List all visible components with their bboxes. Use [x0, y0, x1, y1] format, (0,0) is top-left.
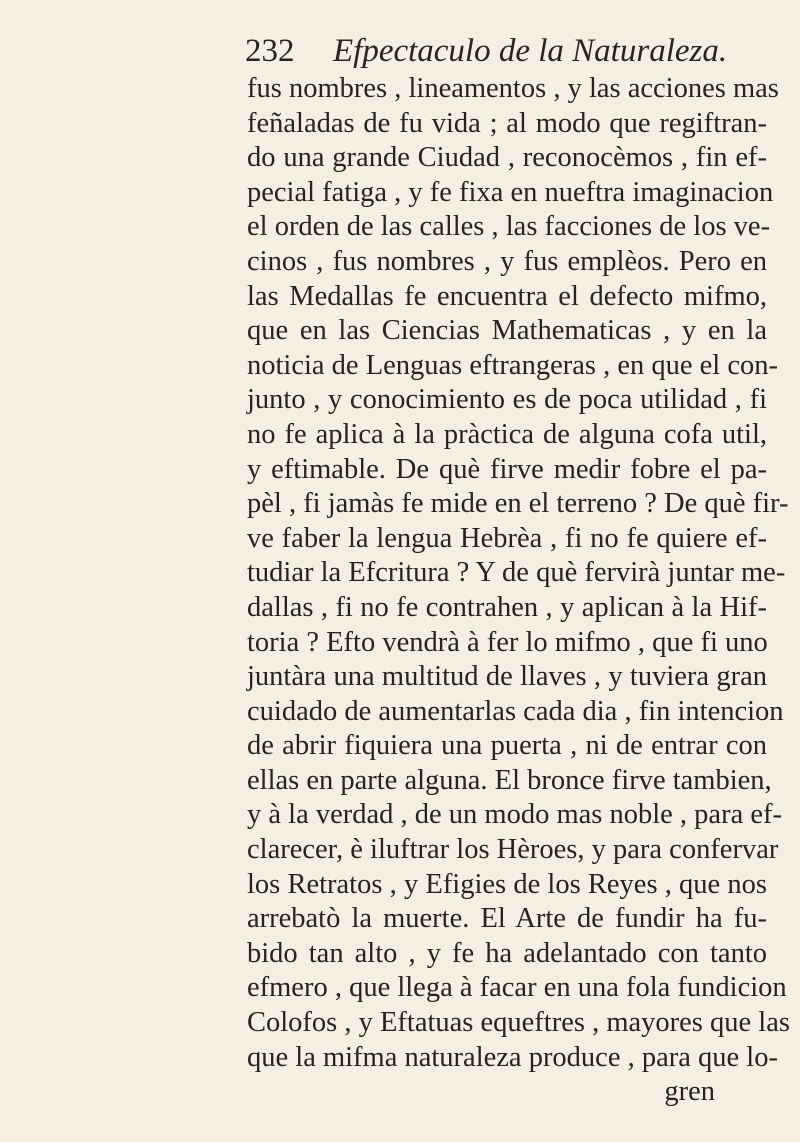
text-line: Colofos , y Eftatuas equeftres , mayores que las	[247, 1007, 790, 1039]
text-line: toria ? Efto vendrà à fer lo mifmo , que fi uno	[247, 626, 768, 658]
text-line: fus nombres , lineamentos , y las acciones mas	[247, 73, 779, 104]
text-line: las Medallas fe encuentra el defecto mifmo,	[247, 280, 767, 312]
text-line: los Retratos , y Efigies de los Reyes , que nos	[247, 868, 767, 900]
text-line: cinos , fus nombres , y fus emplèos. Pero en	[247, 245, 767, 277]
text-line: de abrir fiquiera una puerta , ni de entrar con	[247, 730, 767, 762]
running-title: Efpectaculo de la Naturaleza.	[333, 33, 728, 69]
body-text	[247, 72, 790, 1110]
text-line: tudiar la Efcritura ? Y de què fervirà juntar me-	[247, 557, 786, 589]
text-line: juntàra una multitud de llaves , y tuviera gran	[247, 661, 767, 693]
text-line: pèl , fi jamàs fe mide en el terreno ? De què fir-	[247, 488, 789, 520]
text-line: bido tan alto , y fe ha adelantado con tanto	[247, 937, 767, 969]
text-line: noticia de Lenguas eftrangeras , en que el con-	[247, 349, 778, 381]
text-line: no fe aplica à la pràctica de alguna cofa util,	[247, 418, 767, 450]
text-line: efmero , que llega à facar en una fola fundicion	[247, 972, 787, 1004]
page-header	[245, 30, 727, 70]
text-line: que en las Ciencias Mathematicas , y en la	[247, 315, 767, 347]
text-line: el orden de las calles , las facciones de los ve-	[247, 211, 771, 243]
text-line: ellas en parte alguna. El bronce firve tambien,	[247, 764, 772, 796]
text-line: que la mifma naturaleza produce , para que lo-	[247, 1041, 778, 1073]
text-line: arrebatò la muerte. El Arte de fundir ha fu-	[247, 903, 767, 935]
text-line: y eftimable. De què firve medir fobre el pa-	[247, 453, 767, 485]
text-line: ve faber la lengua Hebrèa , fi no fe quiere ef-	[247, 522, 767, 554]
text-line: pecial fatiga , y fe fixa en nueftra imaginacion	[247, 176, 774, 208]
text-line: dallas , fi no fe contrahen , y aplican à la Hif-	[247, 591, 767, 623]
page-number: 232	[245, 33, 295, 69]
catchword: gren	[664, 1076, 715, 1108]
text-line: feñaladas de fu vida ; al modo que regiftran-	[247, 107, 767, 139]
text-line: junto , y conocimiento es de poca utilidad , fi	[247, 384, 767, 416]
text-line: cuidado de aumentarlas cada dia , fin intencion	[247, 695, 784, 727]
text-line: y à la verdad , de un modo mas noble , para ef-	[247, 799, 782, 831]
text-line: do una grande Ciudad , reconocèmos , fin ef-	[247, 142, 767, 174]
text-line: clarecer, è iluftrar los Hèroes, y para confervar	[247, 834, 779, 866]
